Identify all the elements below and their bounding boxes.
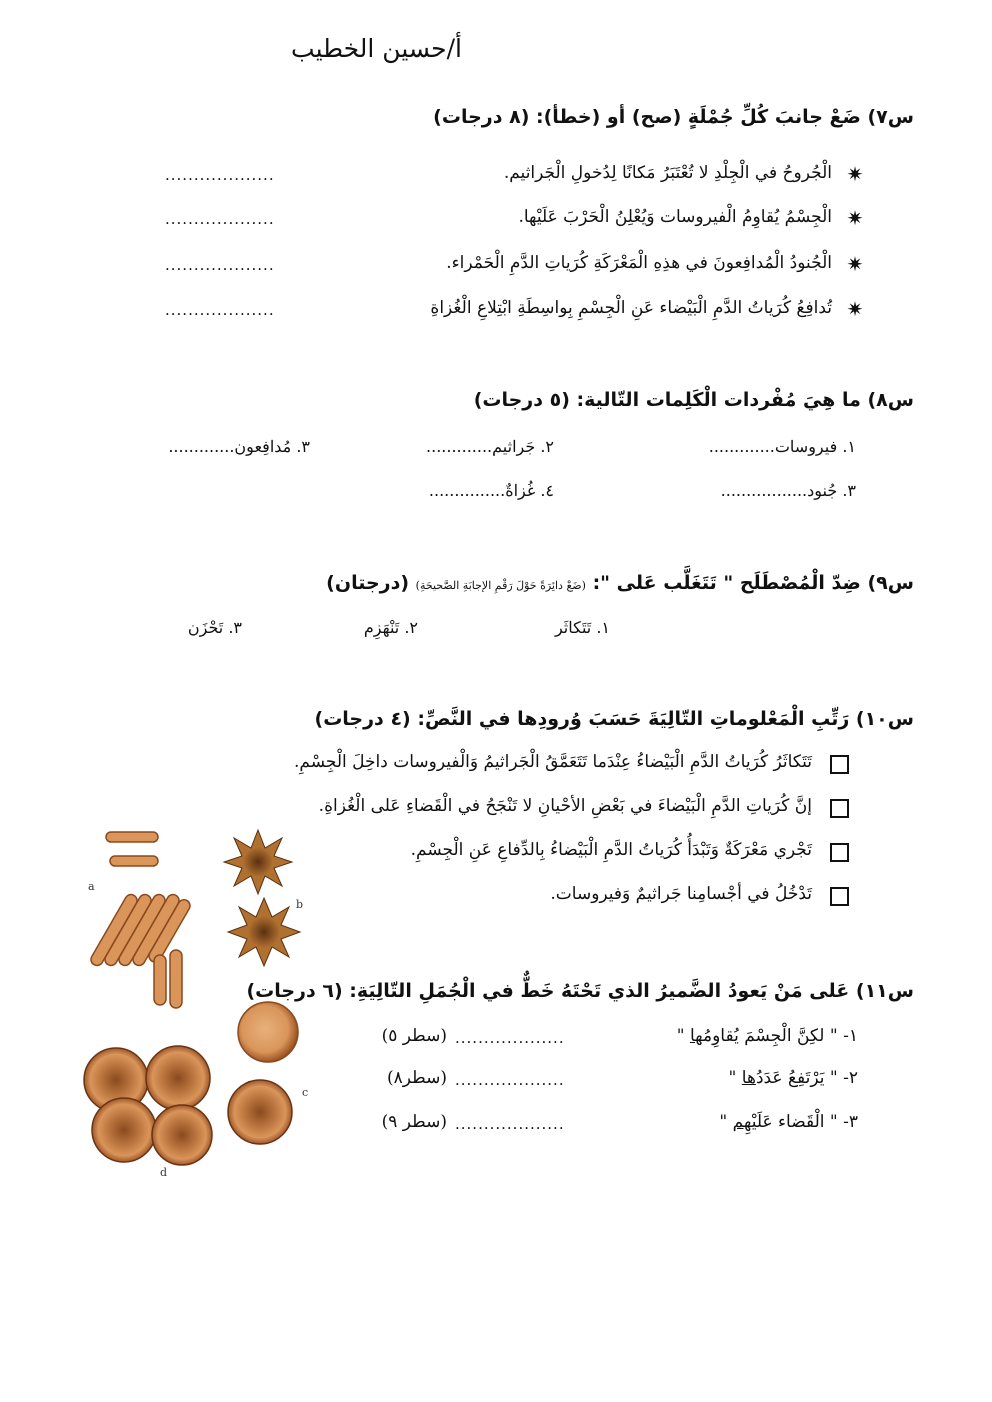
q11-line-ref-3: (سطر ٩) (381, 1112, 447, 1132)
q11-answer-blank-3[interactable]: ................... (455, 1115, 565, 1133)
q11-text-end: " (676, 1026, 690, 1046)
q11-line-ref-1: (سطر ٥) (381, 1026, 447, 1046)
q7-item-3: الْجُنودُ الْمُدافِعونَ في هذِهِ الْمَعْرَكَةِ كُرَياتِ الدَّمِ الْحَمْراء. (446, 253, 832, 273)
round-cell (146, 1046, 210, 1110)
bullet-star-icon: ✷ (846, 162, 864, 186)
q9-title: س٩) ضِدّ الْمُصْطَلَح " تَتَغَلَّب عَلى ": (592, 572, 914, 594)
q8-title: س٨) ما هِيَ مُفْردات الْكَلِمات التّالية: (٥ درجات) (473, 389, 914, 411)
q11-num: ١- (843, 1026, 858, 1046)
spiky-cell (224, 830, 292, 894)
q11-num: ٣- (843, 1112, 858, 1132)
bullet-star-icon: ✷ (846, 206, 864, 230)
q7-answer-blank-3[interactable]: ................... (165, 256, 275, 274)
q11-text-end: " (719, 1112, 733, 1132)
figure-label-a: a (88, 880, 95, 893)
q11-underlined-pronoun: ها (689, 1026, 703, 1046)
blood-cells-illustration (78, 820, 318, 1180)
round-cell (228, 1080, 292, 1144)
q7-item-1: الْجُروحُ في الْجِلْدِ لا تُعْتَبَرُ مَكانًا لِدُخولِ الْجَراثيم. (503, 163, 832, 183)
spiky-cell (228, 898, 300, 966)
q7-answer-blank-1[interactable]: ................... (165, 166, 275, 184)
q8-word-3[interactable]: ٣. مُدافِعون............. (168, 437, 310, 456)
q7-answer-blank-2[interactable]: ................... (165, 210, 275, 228)
q11-sentence-3 (719, 1112, 858, 1132)
q9-heading (326, 572, 914, 594)
q11-text: " يَرْتَفِعُ عَدَدُ (755, 1068, 838, 1088)
q8-word-2[interactable]: ٢. جَراثيم............. (426, 437, 554, 456)
q11-title: س١١) عَلى مَنْ يَعودُ الضَّميرُ الذي تَحْتَهُ خَطٌّ في الْجُمَلِ التّالِيَةِ: (٦ درجات) (246, 980, 914, 1002)
q9-option-3[interactable]: ٣. تَحْزَن (187, 618, 242, 637)
q10-item-1: تَتَكاثَرُ كُرَياتُ الدَّمِ الْبَيْضاءُ عِنْدَما تَتَعَمَّقُ الْجَراثيمُ وَالْفيروسات داخِلَ الْجِسْمِ. (294, 752, 812, 772)
figure-label-b: b (296, 898, 304, 911)
order-checkbox-4[interactable] (830, 887, 849, 906)
figure-label-c: c (302, 1086, 309, 1099)
round-cell (238, 1002, 298, 1062)
q11-text-end: " (728, 1068, 742, 1088)
q9-option-1[interactable]: ١. تَتَكاثَر (554, 618, 610, 637)
elongated-cell-group (89, 832, 192, 1008)
q9-option-2[interactable]: ٢. تَنْهَزِم (363, 618, 418, 637)
q10-title: س١٠) رَتِّبِ الْمَعْلوماتِ التّالِيَةَ حَسَبَ وُرودِها في النَّصِّ: (٤ درجات) (314, 708, 914, 730)
q11-sentence-1 (677, 1026, 858, 1046)
order-checkbox-2[interactable] (830, 799, 849, 818)
figure-label-d: d (160, 1166, 168, 1179)
order-checkbox-1[interactable] (830, 755, 849, 774)
round-cell (152, 1105, 212, 1165)
q11-sentence-2 (729, 1068, 858, 1088)
q11-line-ref-2: (سطر٨) (387, 1068, 447, 1088)
round-cell (92, 1098, 156, 1162)
bullet-star-icon: ✷ (846, 252, 864, 276)
q8-word-5[interactable]: ٤. غُزاةٌ............... (428, 481, 554, 500)
q8-word-1[interactable]: ١. فيروسات............. (708, 437, 856, 456)
q11-answer-blank-1[interactable]: ................... (455, 1029, 565, 1047)
q10-item-4: تَدْخُلُ في أجْسامِنا جَراثيمٌ وَفيروسات. (550, 884, 812, 904)
q10-item-2: إنَّ كُرَياتِ الدَّمِ الْبَيْضاءَ في بَعْضِ الأحْيانِ لا تَنْجَحُ في الْقَضاءِ عَلى الْغُزاةِ. (318, 796, 812, 816)
q11-answer-blank-2[interactable]: ................... (455, 1071, 565, 1089)
q11-text: " لكِنَّ الْجِسْمَ يُقاوِمُ (702, 1026, 838, 1046)
q11-text: " الْقَضاء عَلَيْ (751, 1112, 838, 1132)
q9-instruction: (ضَعْ دائِرَةً حَوْلَ رَقْمِ الإجابَةِ الصَّحيحَةِ) (415, 579, 586, 592)
q11-underlined-pronoun: ها (741, 1068, 756, 1088)
q7-item-4: تُدافِعُ كُرَياتُ الدَّمِ الْبَيْضاء عَنِ الْجِسْمِ بِواسِطَةِ ابْتِلاعِ الْغُزاةِ (430, 298, 832, 318)
q10-item-3: تَجْري مَعْرَكَةٌ وَتَبْدَأُ كُرَياتُ الدَّمِ الْبَيْضاءُ بِالدِّفاعِ عَنِ الْجِسْمِ. (410, 840, 812, 860)
q7-answer-blank-4[interactable]: ................... (165, 301, 275, 319)
author-name: أ/حسين الخطيب (291, 34, 462, 63)
q7-item-2: الْجِسْمُ يُقاوِمُ الْفيروسات وَيُعْلِنُ الْحَرْبَ عَلَيْها. (518, 207, 832, 227)
q11-num: ٢- (843, 1068, 858, 1088)
order-checkbox-3[interactable] (830, 843, 849, 862)
q9-marks: (درجتان) (326, 572, 410, 594)
q8-word-4[interactable]: ٣. جُنود................. (720, 481, 856, 500)
bullet-star-icon: ✷ (846, 297, 864, 321)
q7-title: س٧) ضَعْ جانبَ كُلِّ جُمْلَةٍ (صح) أو (خطأ): (٨ درجات) (433, 106, 914, 128)
q11-underlined-pronoun: هِم (732, 1112, 752, 1132)
